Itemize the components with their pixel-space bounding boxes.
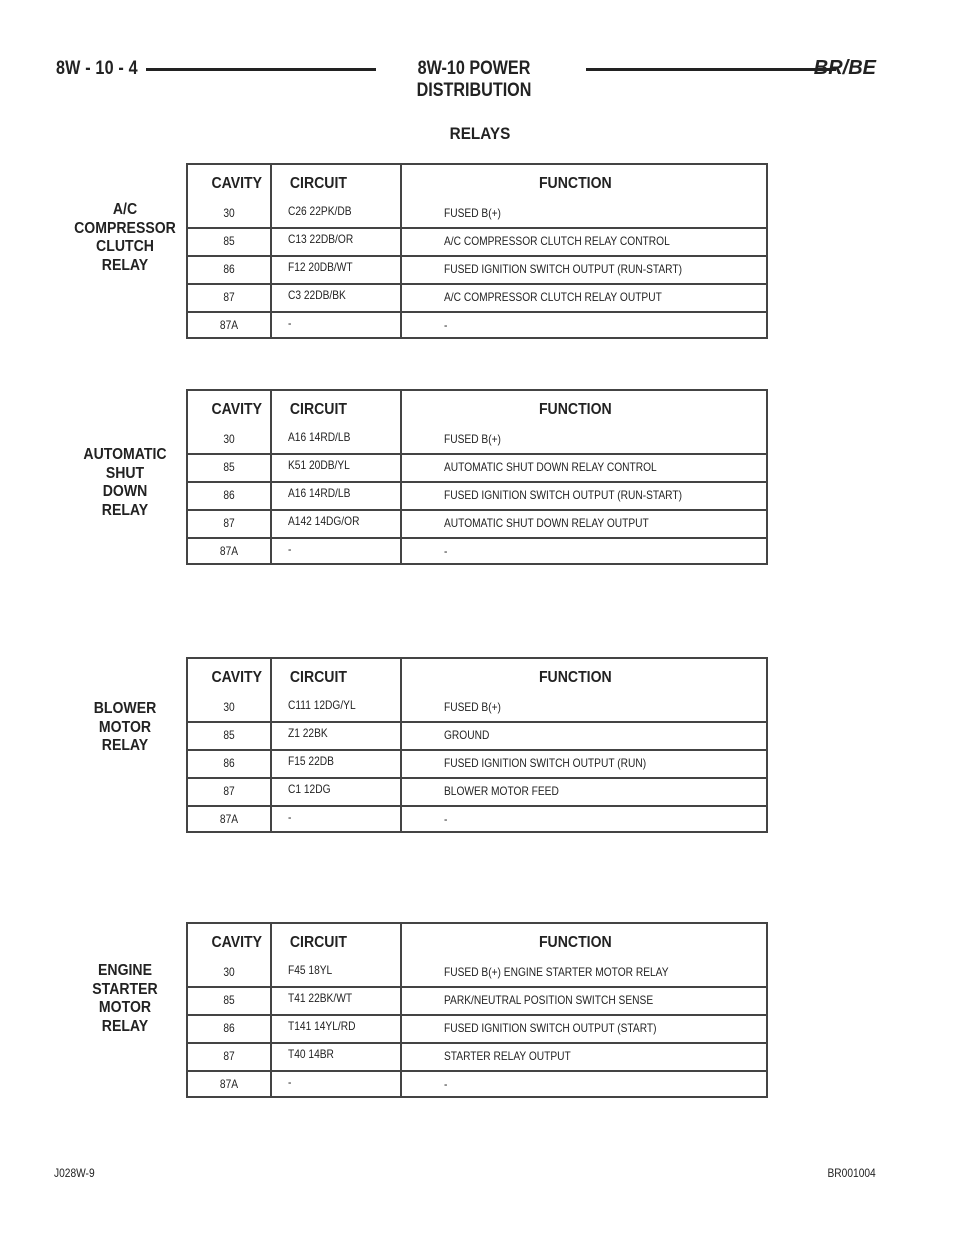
page-title: 8W-10 POWER DISTRIBUTION: [416, 58, 532, 101]
relay-label-line: STARTER: [92, 980, 158, 998]
page-header: [34, 57, 914, 101]
circuit-cell: C1 12DG: [288, 782, 331, 796]
cavity-cell: 87: [223, 290, 235, 304]
column-header-cavity: CAVITY: [211, 175, 263, 192]
relay-label-line: DOWN: [102, 483, 148, 500]
header-rule-left: [146, 68, 376, 71]
table-row: [188, 721, 766, 751]
column-header-circuit: CIRCUIT: [289, 175, 347, 192]
cavity-cell: 30: [223, 700, 235, 714]
circuit-cell: C26 22PK/DB: [288, 204, 352, 218]
relay-label-line: ENGINE: [98, 962, 152, 979]
table-row: [188, 453, 766, 483]
circuit-cell: C13 22DB/OR: [288, 232, 354, 246]
relay-table-ac-compressor: [186, 163, 768, 339]
header-rule-right: [586, 68, 836, 71]
function-cell: FUSED IGNITION SWITCH OUTPUT (START): [444, 1021, 657, 1035]
relay-label-line: CLUTCH: [96, 238, 154, 255]
function-cell: -: [444, 318, 448, 332]
relay-label-engine-starter: [63, 962, 186, 1036]
relay-label-line: BLOWER: [93, 700, 157, 717]
function-cell: FUSED B(+): [444, 206, 501, 220]
circuit-cell: F15 22DB: [288, 754, 334, 768]
column-header-function: FUNCTION: [538, 401, 612, 418]
circuit-cell: T141 14YL/RD: [288, 1019, 356, 1033]
cavity-cell: 30: [223, 965, 235, 979]
function-cell: FUSED IGNITION SWITCH OUTPUT (RUN-START): [444, 488, 682, 502]
function-cell: FUSED B(+): [444, 700, 501, 714]
cavity-cell: 87A: [219, 318, 239, 332]
cavity-cell: 86: [223, 756, 235, 770]
cavity-cell: 86: [223, 488, 235, 502]
circuit-cell: Z1 22BK: [288, 726, 328, 740]
function-cell: AUTOMATIC SHUT DOWN RELAY CONTROL: [444, 460, 657, 474]
function-cell: -: [444, 812, 448, 826]
cavity-cell: 87: [223, 1049, 235, 1063]
circuit-cell: A142 14DG/OR: [288, 514, 360, 528]
circuit-cell: K51 20DB/YL: [288, 458, 350, 472]
function-cell: AUTOMATIC SHUT DOWN RELAY OUTPUT: [444, 516, 649, 530]
table-row: [188, 693, 766, 723]
relay-label-line: COMPRESSOR: [74, 219, 176, 237]
cavity-cell: 30: [223, 432, 235, 446]
relay-label-line: RELAY: [101, 501, 149, 519]
relay-label-line: AUTOMATIC: [83, 446, 167, 463]
table-row: [188, 805, 766, 833]
cavity-cell: 85: [223, 234, 235, 248]
relay-label-line: RELAY: [101, 1017, 149, 1035]
relay-label-ac-compressor: [63, 201, 186, 275]
relay-label-line: SHUT: [105, 464, 145, 482]
function-cell: PARK/NEUTRAL POSITION SWITCH SENSE: [444, 993, 654, 1007]
section-title: RELAYS: [449, 124, 511, 143]
function-cell: A/C COMPRESSOR CLUTCH RELAY OUTPUT: [444, 290, 662, 304]
table-row: [188, 425, 766, 455]
column-header-function: FUNCTION: [538, 175, 612, 192]
function-cell: FUSED B(+) ENGINE STARTER MOTOR RELAY: [444, 965, 669, 979]
function-cell: FUSED IGNITION SWITCH OUTPUT (RUN-START): [444, 262, 682, 276]
column-header-cavity: CAVITY: [211, 401, 263, 418]
model-code: BR/BE: [813, 57, 876, 79]
table-row: [188, 1042, 766, 1072]
circuit-cell: -: [288, 542, 292, 556]
circuit-cell: C3 22DB/BK: [288, 288, 346, 302]
cavity-cell: 30: [223, 206, 235, 220]
figure-code: J028W-9: [54, 1166, 95, 1180]
relay-table-automatic-shutdown: [186, 389, 768, 565]
relay-label-automatic-shutdown: [63, 446, 186, 520]
relay-table-engine-starter: [186, 922, 768, 1098]
relay-label-blower-motor: [63, 700, 186, 756]
relay-table-blower-motor: [186, 657, 768, 833]
circuit-cell: -: [288, 810, 292, 824]
circuit-cell: A16 14RD/LB: [288, 486, 351, 500]
cavity-cell: 85: [223, 993, 235, 1007]
function-cell: GROUND: [444, 728, 490, 742]
function-cell: -: [444, 1077, 448, 1091]
table-row: [188, 986, 766, 1016]
column-header-cavity: CAVITY: [211, 934, 263, 951]
function-cell: STARTER RELAY OUTPUT: [444, 1049, 571, 1063]
column-header-circuit: CIRCUIT: [289, 934, 347, 951]
cavity-cell: 85: [223, 460, 235, 474]
table-row: [188, 537, 766, 565]
table-row: [188, 749, 766, 779]
table-row: [188, 958, 766, 988]
circuit-cell: C111 12DG/YL: [288, 698, 356, 712]
cavity-cell: 87A: [219, 544, 239, 558]
column-header-function: FUNCTION: [538, 934, 612, 951]
table-row: [188, 1070, 766, 1098]
function-cell: BLOWER MOTOR FEED: [444, 784, 559, 798]
reference-code: BR001004: [827, 1166, 876, 1180]
function-cell: FUSED B(+): [444, 432, 501, 446]
relay-label-line: RELAY: [101, 737, 149, 754]
column-header-circuit: CIRCUIT: [289, 401, 347, 418]
circuit-cell: -: [288, 1075, 292, 1089]
cavity-cell: 87A: [219, 812, 239, 826]
circuit-cell: T40 14BR: [288, 1047, 334, 1061]
table-row: [188, 481, 766, 511]
circuit-cell: -: [288, 316, 292, 330]
circuit-cell: F45 18YL: [288, 963, 333, 977]
table-row: [188, 777, 766, 807]
circuit-cell: T41 22BK/WT: [288, 991, 353, 1005]
cavity-cell: 87A: [219, 1077, 239, 1091]
circuit-cell: F12 20DB/WT: [288, 260, 353, 274]
relay-label-line: RELAY: [101, 256, 149, 274]
cavity-cell: 85: [223, 728, 235, 742]
cavity-cell: 87: [223, 784, 235, 798]
table-row: [188, 283, 766, 313]
relay-label-line: MOTOR: [98, 718, 152, 736]
table-row: [188, 227, 766, 257]
table-row: [188, 199, 766, 229]
function-cell: FUSED IGNITION SWITCH OUTPUT (RUN): [444, 756, 647, 770]
cavity-cell: 86: [223, 1021, 235, 1035]
table-row: [188, 255, 766, 285]
circuit-cell: A16 14RD/LB: [288, 430, 351, 444]
table-row: [188, 311, 766, 339]
column-header-function: FUNCTION: [538, 669, 612, 686]
page-number: 8W - 10 - 4: [56, 58, 138, 79]
function-cell: -: [444, 544, 448, 558]
cavity-cell: 86: [223, 262, 235, 276]
column-header-cavity: CAVITY: [211, 669, 263, 686]
table-row: [188, 509, 766, 539]
table-row: [188, 1014, 766, 1044]
relay-label-line: MOTOR: [98, 999, 152, 1016]
function-cell: A/C COMPRESSOR CLUTCH RELAY CONTROL: [444, 234, 670, 248]
relay-label-line: A/C: [112, 201, 138, 218]
cavity-cell: 87: [223, 516, 235, 530]
column-header-circuit: CIRCUIT: [289, 669, 347, 686]
